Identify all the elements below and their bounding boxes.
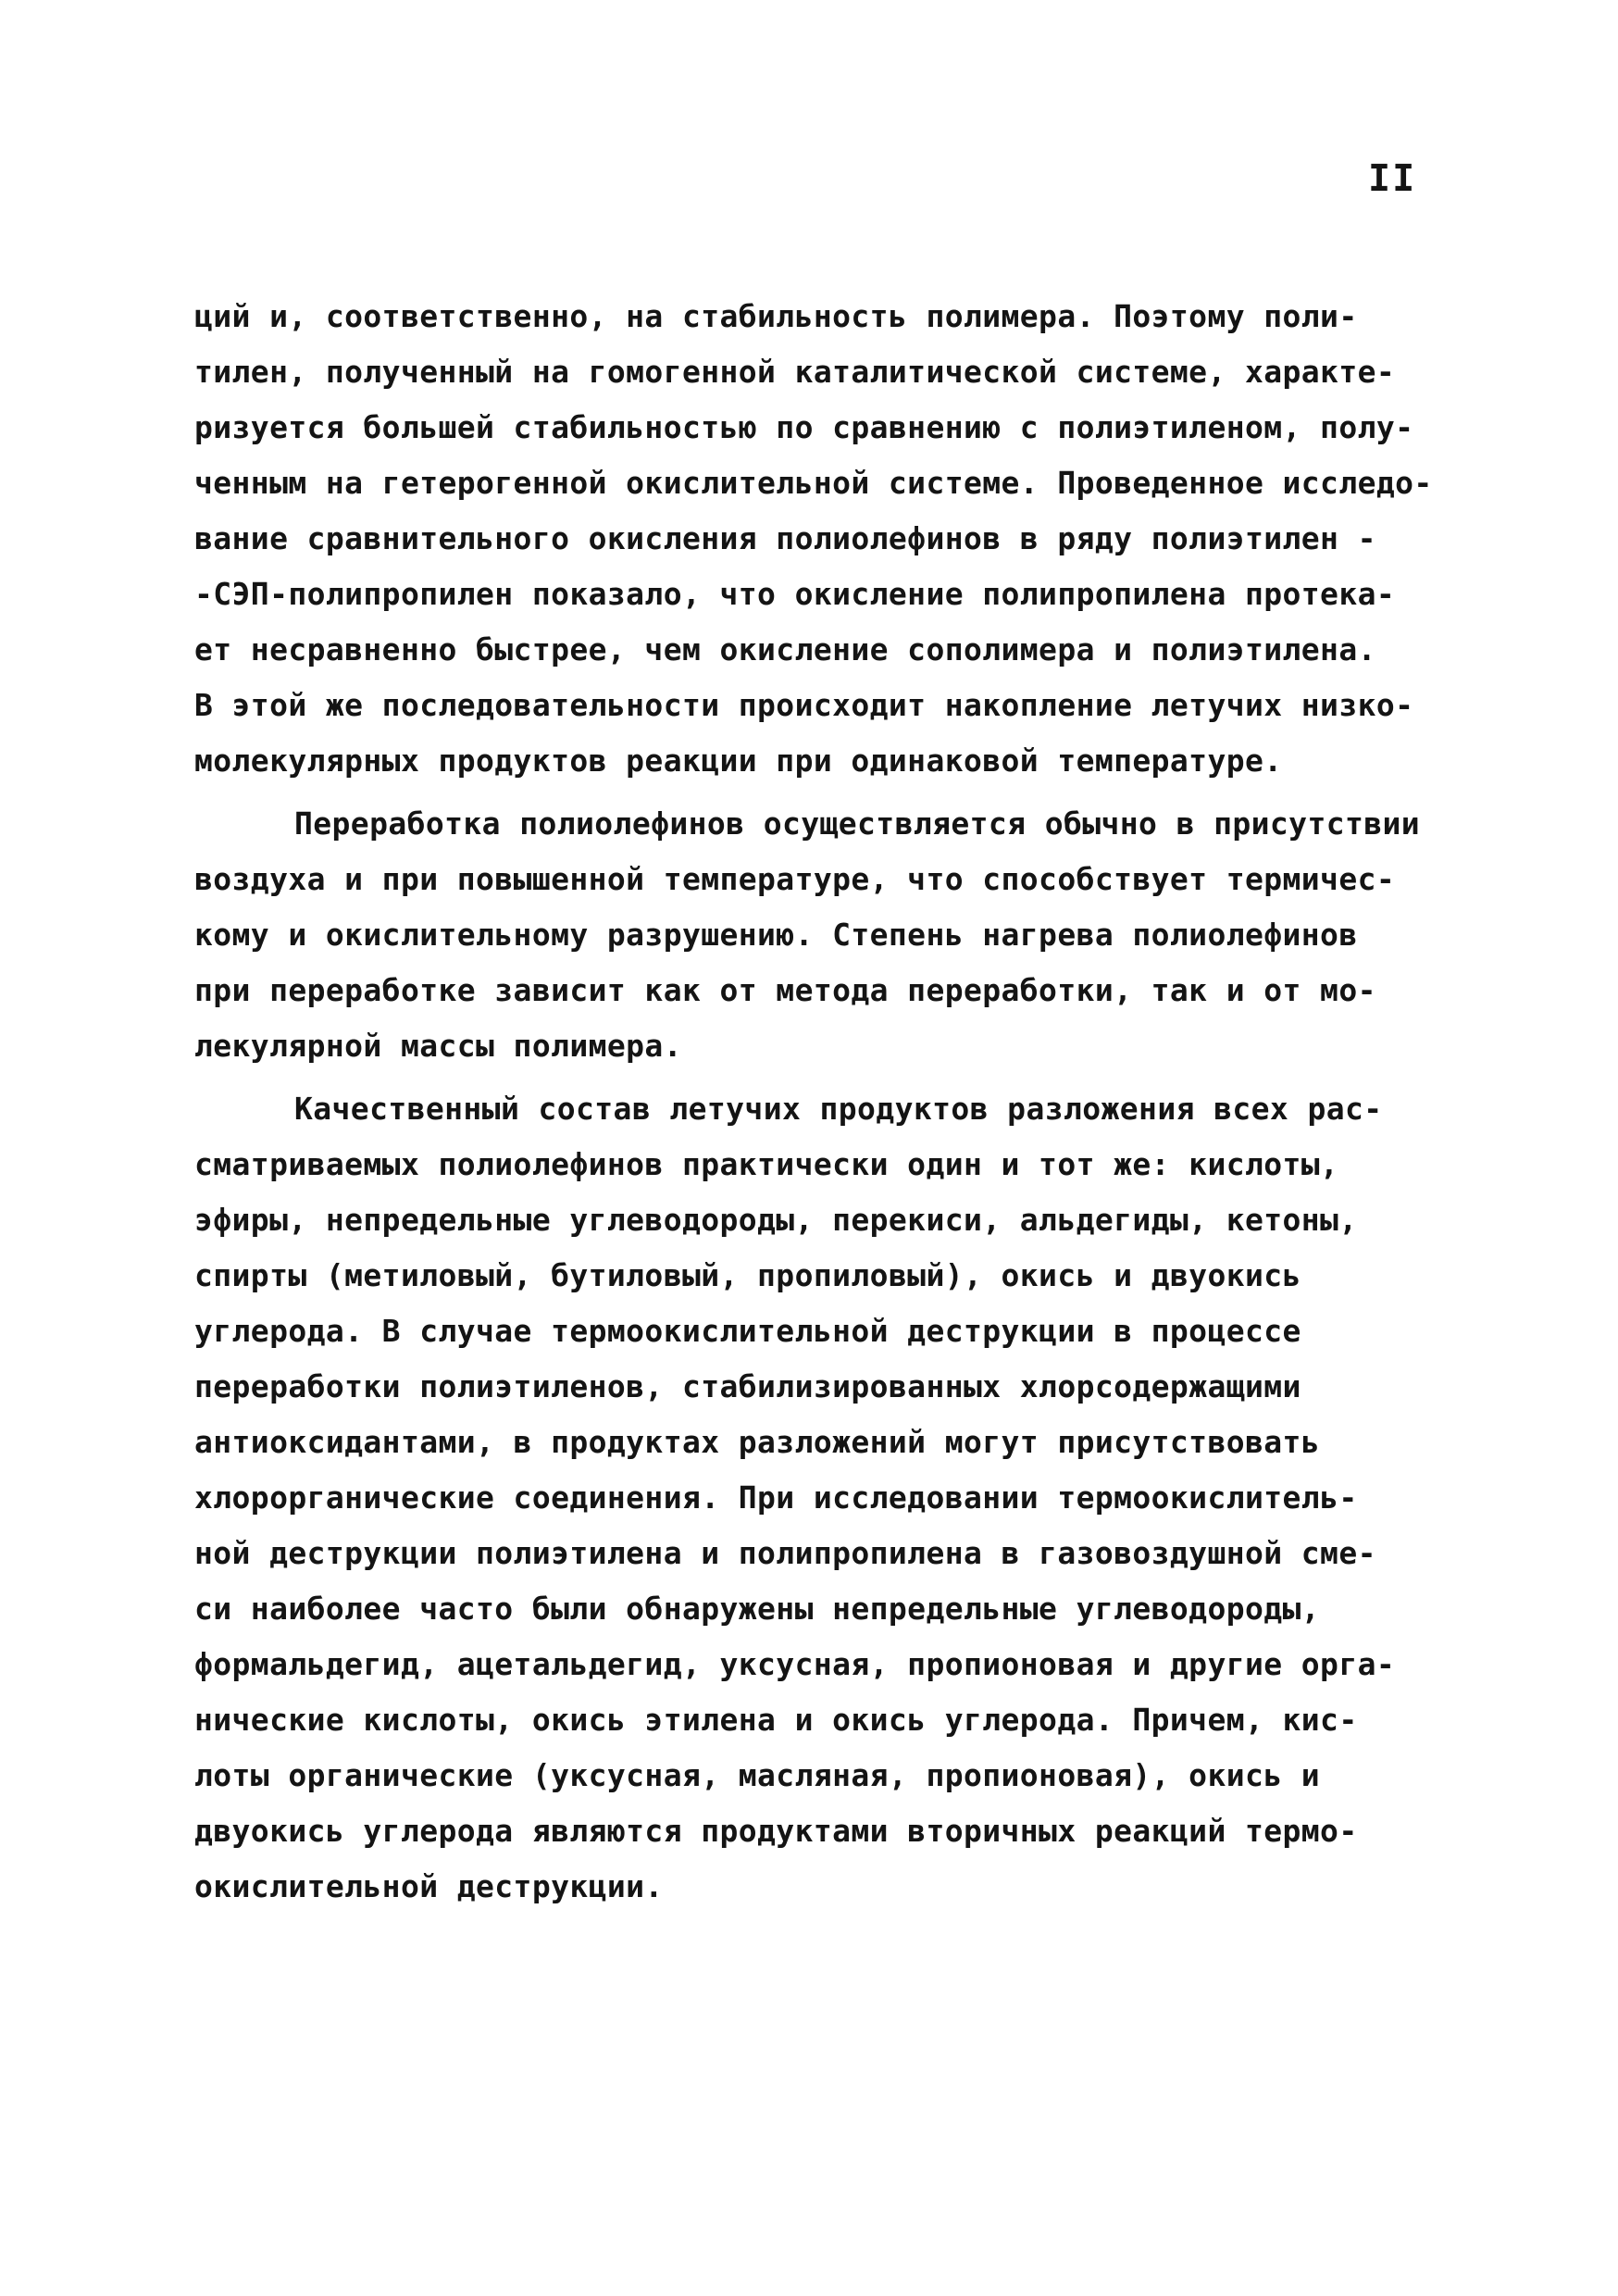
text-line: тилен, полученный на гомогенной каталитической системе, характе- [194,354,1396,390]
text-line: Переработка полиолефинов осуществляется обычно в присутствии [294,805,1421,842]
text-line: В этой же последовательности происходит накопление летучих низко- [194,687,1414,723]
paragraph-gap [194,1074,1490,1081]
text-line: ченным на гетерогенной окислительной системе. Проведенное исследо- [194,465,1433,501]
text-line: ет несравненно быстрее, чем окисление сополимера и полиэтилена. [194,631,1376,668]
paragraph-2 [194,796,1490,1074]
text-line: эфиры, непредельные углеводороды, перекиси, альдегиды, кетоны, [194,1202,1358,1238]
text-line: формальдегид, ацетальдегид, уксусная, пропионовая и другие орга- [194,1646,1396,1682]
text-line: хлорорганические соединения. При исследовании термоокислитель- [194,1479,1358,1516]
page-number: II [1368,157,1417,200]
text-line: лекулярной массы полимера. [194,1028,682,1064]
text-line: -СЭП-полипропилен показало, что окисление полипропилена протека- [194,576,1396,612]
text-line: окислительной деструкции. [194,1868,664,1904]
text-line: углерода. В случае термоокислительной деструкции в процессе [194,1313,1301,1349]
text-line: кому и окислительному разрушению. Степень нагрева полиолефинов [194,917,1358,953]
text-line: молекулярных продуктов реакции при одинаковой температуре. [194,742,1283,779]
text-line: спирты (метиловый, бутиловый, пропиловый), окись и двуокись [194,1257,1301,1293]
text-line: си наиболее часто были обнаружены непредельные углеводороды, [194,1591,1321,1627]
text-line: двуокись углерода являются продуктами вторичных реакций термо- [194,1813,1358,1849]
paragraph-3 [194,1081,1490,1915]
text-line: при переработке зависит как от метода переработки, так и от мо- [194,972,1376,1008]
text-line: переработки полиэтиленов, стабилизированных хлорсодержащими [194,1368,1301,1404]
text-line: воздуха и при повышенной температуре, что способствует термичес- [194,861,1396,897]
text-line: ной деструкции полиэтилена и полипропилена в газовоздушной сме- [194,1535,1376,1571]
paragraph-1 [194,289,1490,789]
text-line: нические кислоты, окись этилена и окись углерода. Причем, кис- [194,1702,1358,1738]
text-line: ризуется большей стабильностью по сравнению с полиэтиленом, полу- [194,409,1414,445]
document-body [194,289,1490,1915]
text-line: Качественный состав летучих продуктов разложения всех рас- [294,1091,1383,1127]
text-line: антиоксидантами, в продуктах разложений могут присутствовать [194,1424,1321,1460]
paragraph-gap [194,789,1490,796]
text-line: лоты органические (уксусная, масляная, пропионовая), окись и [194,1757,1321,1793]
text-line: сматриваемых полиолефинов практически один и тот же: кислоты, [194,1146,1339,1182]
text-line: ций и, соответственно, на стабильность полимера. Поэтому поли- [194,298,1358,334]
text-line: вание сравнительного окисления полиолефинов в ряду полиэтилен - [194,520,1376,556]
